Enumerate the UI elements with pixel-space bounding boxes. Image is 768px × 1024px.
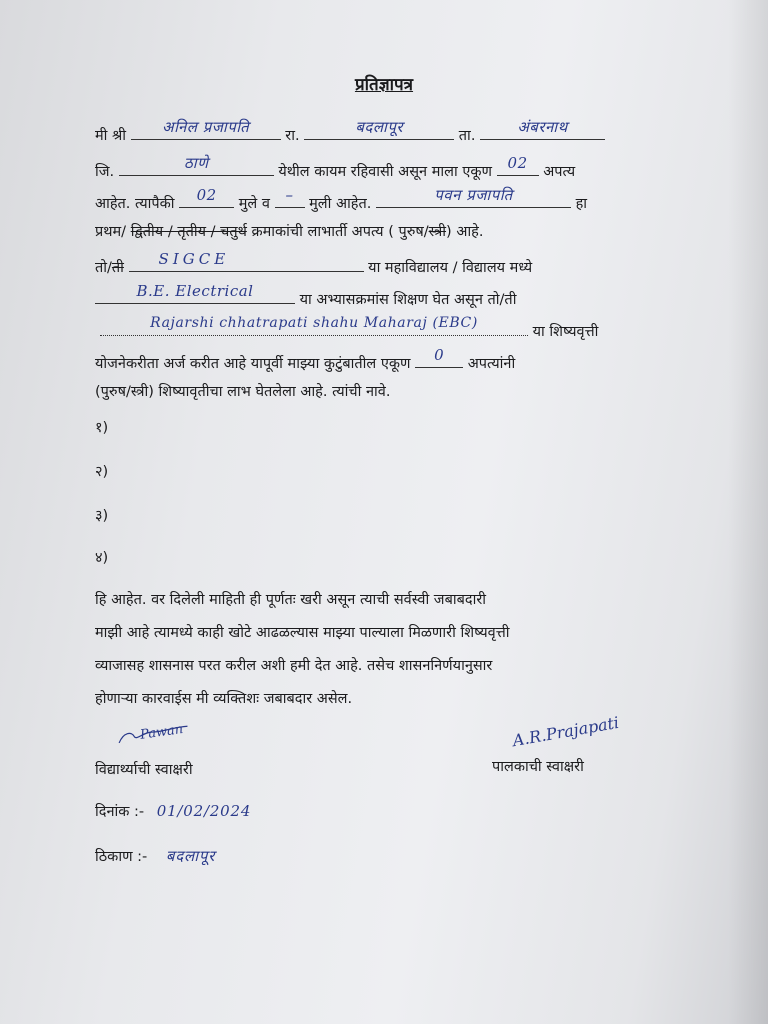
- struck-ti: ती: [111, 260, 124, 276]
- college-field: [129, 250, 364, 272]
- list-item-3: ३): [95, 508, 109, 524]
- declaration-line-4: होणाऱ्या कारवाईस मी व्यक्तिशः जबाबदार असेल.: [95, 691, 353, 707]
- page-shadow: [728, 0, 768, 1024]
- daughters-field: [275, 186, 305, 208]
- line-sons-daughters: [95, 186, 588, 214]
- line-scholarship: [100, 315, 599, 342]
- course-field: [95, 282, 295, 304]
- previous-count: 0: [434, 346, 445, 364]
- label-children-took: अपत्यांनी: [467, 356, 516, 372]
- sons-count: 02: [196, 186, 217, 204]
- district-field: [119, 154, 274, 176]
- label-resident: येथील कायम रहिवासी असून माला एकूण: [278, 164, 492, 180]
- applicant-name: अनिल प्रजापति: [162, 118, 250, 136]
- list-item-4: ४): [95, 550, 109, 566]
- student-signature-text: Pawan: [139, 721, 185, 743]
- document-title: प्रतिज्ञापत्र: [354, 75, 414, 95]
- struck-orders: द्वितीय / तृतीय / चतुर्थ: [130, 224, 247, 240]
- line-previous: [95, 346, 516, 374]
- declaration-line-1: हि आहेत. वर दिलेली माहिती ही पूर्णतः खरी असून त्याची सर्वस्वी जबाबदारी: [95, 592, 487, 608]
- student-signature: [117, 721, 185, 744]
- line-course: [95, 282, 517, 310]
- place-value: बदलापूर: [165, 847, 216, 865]
- struck-female: स्त्री: [428, 224, 447, 240]
- date-label: दिनांक :-: [95, 804, 145, 820]
- date-value: 01/02/2024: [156, 802, 252, 820]
- label-ta: ता.: [458, 128, 476, 144]
- label-beneficiary: क्रमाकांची लाभार्ती अपत्य ( पुरुष/: [251, 224, 429, 240]
- child-name: पवन प्रजापति: [434, 186, 513, 204]
- label-ra: रा.: [285, 128, 300, 144]
- place-label: ठिकाण :-: [95, 849, 148, 865]
- course-value: B.E. Electrical: [136, 282, 254, 300]
- label-ji: जि.: [95, 164, 115, 180]
- line-college: [95, 250, 533, 278]
- scholarship-name: Rajarshi chhatrapati shahu Maharaj (EBC): [150, 315, 478, 331]
- label-is: ) आहे.: [446, 224, 484, 240]
- scholarship-field: [100, 315, 528, 336]
- label-previous: योजनेकरीता अर्ज करीत आहे यापूर्वी माझ्या कुटुंबातील एकूण: [95, 356, 411, 372]
- list-item-2: २): [95, 464, 109, 480]
- residence-field: [304, 118, 454, 140]
- student-signature-label: विद्यार्थ्याची स्वाक्षरी: [95, 762, 193, 778]
- children-count: 02: [507, 154, 528, 172]
- line-order: [95, 222, 483, 242]
- parent-signature-label: पालकाची स्वाक्षरी: [492, 759, 584, 775]
- label-college: या महाविद्यालय / विद्यालय मध्ये: [368, 260, 533, 276]
- name-field: [131, 118, 281, 140]
- line-district: [95, 154, 576, 182]
- daughters-count: –: [285, 186, 294, 204]
- residence-value: बदलापूर: [355, 118, 404, 136]
- label-daughters: मुली आहेत.: [309, 196, 372, 212]
- taluka-value: अंबरनाथ: [517, 118, 568, 136]
- declaration-line-3: व्याजासह शासनास परत करील अशी हमी देत आहे. तसेच शासननिर्णयानुसार: [95, 658, 493, 674]
- label-apatya: अपत्य: [543, 164, 576, 180]
- label-to: तो/: [95, 260, 112, 276]
- label-course: या अभ्यासक्रमांस शिक्षण घेत असून तो/ती: [299, 292, 517, 308]
- place-row: [95, 846, 215, 867]
- declaration-line-2: माझी आहे त्यामध्ये काही खोटे आढळल्यास माझ्या पाल्याला मिळणारी शिष्यवृत्ती: [95, 625, 510, 641]
- label-sons: मुले व: [238, 196, 270, 212]
- children-field: [497, 154, 539, 176]
- taluka-field: [480, 118, 605, 140]
- label-of-them: आहेत. त्यापैकी: [95, 196, 175, 212]
- label-scholarship: या शिष्यवृत्ती: [532, 324, 599, 340]
- district-value: ठाणे: [184, 154, 209, 172]
- label-first: प्रथम/: [95, 224, 127, 240]
- child-name-field: [376, 186, 571, 208]
- line-benefit: (पुरुष/स्त्री) शिष्यावृतीचा लाभ घेतलेला आहे. त्यांची नावे.: [95, 384, 391, 400]
- label-mi-shri: मी श्री: [95, 128, 127, 144]
- previous-count-field: [415, 346, 463, 368]
- parent-signature: A.R.Prajapati: [511, 712, 621, 751]
- label-ha: हा: [575, 196, 588, 212]
- date-row: [95, 801, 251, 822]
- line-name: [95, 118, 605, 146]
- sons-field: [179, 186, 234, 208]
- college-value: SIGCE: [158, 250, 230, 268]
- list-item-1: १): [95, 420, 109, 436]
